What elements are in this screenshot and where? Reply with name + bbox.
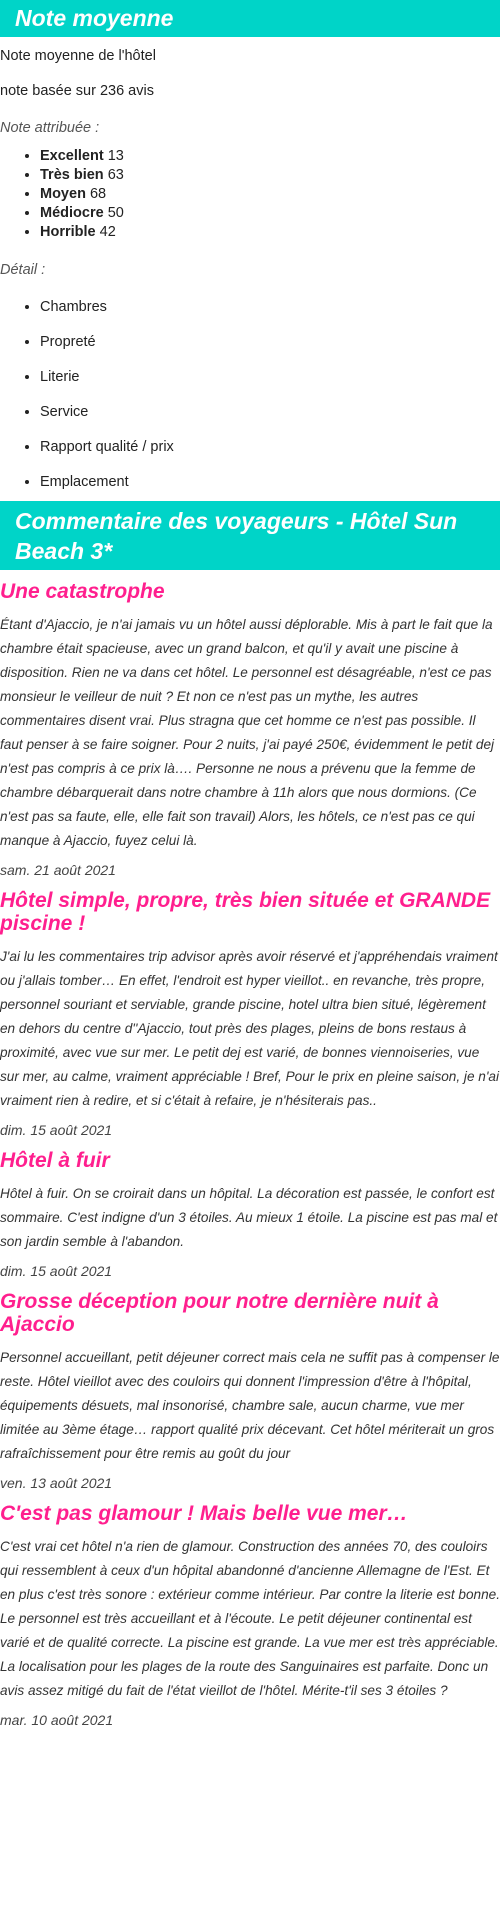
detail-item: • Rapport qualité / prix xyxy=(40,438,500,456)
rating-item xyxy=(40,204,500,223)
detail-list xyxy=(0,298,500,491)
review-body: Personnel accueillant, petit déjeuner correct mais cela ne suffit pas à compenser le reste. Hôtel vieillot avec des couloirs qui donnent l'impression d'être à l'hôpital, équipements désuets, mal insonorisé, chambre sale, aucun charme, vue mer limitée au 3ème étage… rapport qualité prix décevant. Cet hôtel mériterait un gros rafraîchissement pour être remis au goût du jour xyxy=(0,1350,500,1461)
note-heading: Note moyenne xyxy=(0,0,500,37)
comments-heading: Commentaire des voyageurs - Hôtel Sun Beach 3* xyxy=(0,501,500,570)
average-note-label: Note moyenne de l'hôtel xyxy=(0,48,156,64)
rating-count: 42 xyxy=(99,224,116,240)
review-date: ven. 13 août 2021 xyxy=(0,1475,113,1491)
rating-count: 13 xyxy=(107,148,124,164)
note-section xyxy=(0,0,500,491)
detail-label: Détail : xyxy=(0,262,46,278)
review-title: C'est pas glamour ! Mais belle vue mer… xyxy=(0,1502,408,1525)
review-date: dim. 15 août 2021 xyxy=(0,1263,113,1279)
rating-item xyxy=(40,185,500,204)
rating-label: Horrible xyxy=(40,224,96,240)
review-title: Hôtel à fuir xyxy=(0,1149,110,1172)
rating-count: 63 xyxy=(107,167,124,183)
review-card xyxy=(0,1502,500,1729)
comments-section xyxy=(0,501,500,1729)
rating-label: Très bien xyxy=(40,167,104,183)
review-body: C'est vrai cet hôtel n'a rien de glamour. Construction des années 70, des couloirs qui ressemblent à ceux d'un hôpital abandonné d'ancienne Allemagne de l'Est. Et en plus c'est très sonore : extérieur comme intérieur. Par contre la literie est bonne. Le personnel est très accueillant et à l'écoute. Le petit déjeuner continental est varié et de qualité correcte. La piscine est grande. La vue mer est très appréciable. La localisation pour les plages de la route des Sanguinaires est parfaite. Donc un avis assez mitigé du fait de l'état vieillot de l'hôtel. Mérite-t'il ses 3 étoiles ? xyxy=(0,1539,500,1698)
review-body: Hôtel à fuir. On se croirait dans un hôpital. La décoration est passée, le confort est sommaire. C'est indigne d'un 3 étoiles. Au mieux 1 étoile. La piscine est pas mal et son jardin semble à l'abandon. xyxy=(0,1186,498,1249)
rating-label: Médiocre xyxy=(40,205,104,221)
detail-item: • Service xyxy=(40,403,500,421)
review-card xyxy=(0,1149,500,1280)
ratings-list xyxy=(0,147,500,242)
detail-item: • Literie xyxy=(40,368,500,386)
rating-item xyxy=(40,166,500,185)
review-count-label: note basée sur 236 avis xyxy=(0,83,154,99)
review-title: Hôtel simple, propre, très bien située et GRANDE piscine ! xyxy=(0,889,491,935)
rating-item xyxy=(40,223,500,242)
rating-item xyxy=(40,147,500,166)
rating-count: 68 xyxy=(89,186,107,202)
detail-item: • Chambres xyxy=(40,298,500,316)
review-card xyxy=(0,889,500,1139)
rating-label: Moyen xyxy=(40,186,86,202)
rating-count: 50 xyxy=(107,205,124,221)
detail-item: • Propreté xyxy=(40,333,500,351)
review-date: mar. 10 août 2021 xyxy=(0,1712,114,1728)
detail-item: • Emplacement xyxy=(40,473,500,491)
review-date: sam. 21 août 2021 xyxy=(0,862,116,878)
review-title: Grosse déception pour notre dernière nuit à Ajaccio xyxy=(0,1290,439,1336)
review-body: Étant d'Ajaccio, je n'ai jamais vu un hôtel aussi déplorable. Mis à part le fait que la chambre était spacieuse, avec un grand balcon, et qu'il y avait une piscine à disposition. Rien ne va dans cet hôtel. Le personnel est désagréable, n'est ce pas monsieur le veilleur de nuit ? Et non ce n'est pas un mythe, les autres commentaires disent vrai. Plus stragna que cet homme ce n'est pas possible. Il faut penser à se faire soigner. Pour 2 nuits, j'ai payé 250€, évidemment le petit dej n'est pas compris à ce prix là…. Personne ne nous a prévenu que la femme de chambre débarquerait dans notre chambre à 11h alors que nous dormions. (Ce n'est pas sa faute, elle, elle fait son travail) Alors, les hôtels, ce n'est pas ce qui manque à Ajaccio, fuyez celui là. xyxy=(0,617,495,848)
rating-label: Excellent xyxy=(40,148,104,164)
review-title: Une catastrophe xyxy=(0,580,165,603)
attributed-label: Note attribuée : xyxy=(0,120,100,136)
review-card xyxy=(0,580,500,879)
review-body: J'ai lu les commentaires trip advisor après avoir réservé et j'appréhendais vraiment ou j'allais tomber… En effet, l'endroit est hyper vieillot.. en revanche, très propre, personnel souriant et serviable, grande piscine, hotel ultra bien situé, légèrement en dehors du centre d''Ajaccio, tout près des plages, pleins de bons restaus à proximité, avec vue sur mer. Le petit dej est varié, de bonnes viennoiseries, vue sur mer, au calme, vraiment appréciable ! Bref, Pour le prix en pleine saison, je n'ai vraiment rien à redire, et si c'était à refaire, je n'hésiterais pas.. xyxy=(0,949,500,1108)
review-card xyxy=(0,1290,500,1492)
review-date: dim. 15 août 2021 xyxy=(0,1122,113,1138)
